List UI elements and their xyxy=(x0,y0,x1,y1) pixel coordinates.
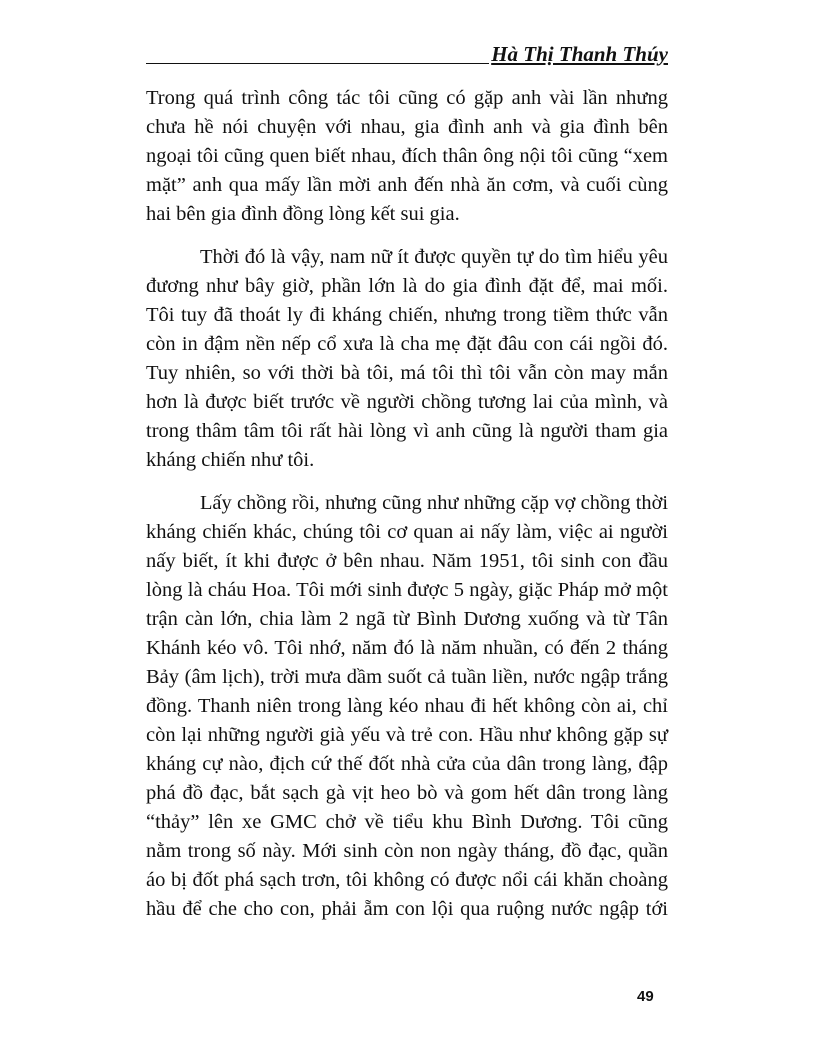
page-number: 49 xyxy=(637,988,654,1005)
text-line: Thời đó là vậy, nam nữ ít được quyền tự do tìm hiểu yêu xyxy=(200,246,668,268)
text-line: chưa hề nói chuyện với nhau, gia đình anh và gia đình bên xyxy=(146,116,668,138)
text-line: trận càn lớn, chia làm 2 ngã từ Bình Dương xuống và từ Tân xyxy=(146,608,668,630)
text-line: còn in đậm nền nếp cổ xưa là cha mẹ đặt đâu con cái ngồi đó. xyxy=(146,333,668,355)
text-line: Trong quá trình công tác tôi cũng có gặp anh vài lần nhưng xyxy=(146,87,668,109)
text-line: Bảy (âm lịch), trời mưa dầm suốt cả tuần liền, nước ngập trắng xyxy=(146,666,668,688)
paragraph xyxy=(146,84,668,229)
text-line: Khánh kéo vô. Tôi nhớ, năm đó là năm nhuần, có đến 2 tháng xyxy=(146,637,668,659)
text-line: đương như bây giờ, phần lớn là do gia đình đặt để, mai mối. xyxy=(146,275,668,297)
text-line: đồng. Thanh niên trong làng kéo nhau đi hết không còn ai, chỉ xyxy=(146,695,668,717)
paragraph xyxy=(146,489,668,924)
text-line: kháng chiến như tôi. xyxy=(146,449,315,471)
paragraph xyxy=(146,243,668,475)
text-line: còn lại những người già yếu và trẻ con. Hầu như không gặp sự xyxy=(146,724,668,746)
body-text xyxy=(146,84,668,938)
text-line: trong thâm tâm tôi rất hài lòng vì anh cũng là người tham gia xyxy=(146,420,668,442)
text-line: hầu để che cho con, phải ẵm con lội qua ruộng nước ngập tới xyxy=(146,898,668,920)
text-line: mặt” anh qua mấy lần mời anh đến nhà ăn cơm, và cuối cùng xyxy=(146,174,668,196)
text-line: phá đồ đạc, bắt sạch gà vịt heo bò và gom hết dân trong làng xyxy=(146,782,668,804)
text-line: Lấy chồng rồi, nhưng cũng như những cặp vợ chồng thời xyxy=(200,492,668,514)
text-line: hai bên gia đình đồng lòng kết sui gia. xyxy=(146,203,460,225)
text-line: áo bị đốt phá sạch trơn, tôi không có được nổi cái khăn choàng xyxy=(146,869,668,891)
text-line: ngoại tôi cũng quen biết nhau, đích thân ông nội tôi cũng “xem xyxy=(146,145,668,167)
text-line: kháng chiến khác, chúng tôi cơ quan ai nấy làm, việc ai người xyxy=(146,521,668,543)
text-line: Tôi tuy đã thoát ly đi kháng chiến, nhưng trong tiềm thức vẫn xyxy=(146,304,668,326)
text-line: nấy biết, ít khi được ở bên nhau. Năm 1951, tôi sinh con đầu xyxy=(146,550,668,572)
text-line: lòng là cháu Hoa. Tôi mới sinh được 5 ngày, giặc Pháp mở một xyxy=(146,579,668,601)
text-line: Tuy nhiên, so với thời bà tôi, má tôi thì tôi vẫn còn may mắn xyxy=(146,362,668,384)
text-line: hơn là được biết trước về người chồng tương lai của mình, và xyxy=(146,391,668,413)
running-head xyxy=(146,42,668,66)
text-line: kháng cự nào, địch cứ thế đốt nhà cửa của dân trong làng, đập xyxy=(146,753,668,775)
text-line: “thảy” lên xe GMC chở về tiểu khu Bình Dương. Tôi cũng xyxy=(146,811,668,833)
running-head-author: Hà Thị Thanh Thúy xyxy=(491,42,668,66)
text-line: nằm trong số này. Mới sinh còn non ngày tháng, đồ đạc, quần xyxy=(146,840,668,862)
